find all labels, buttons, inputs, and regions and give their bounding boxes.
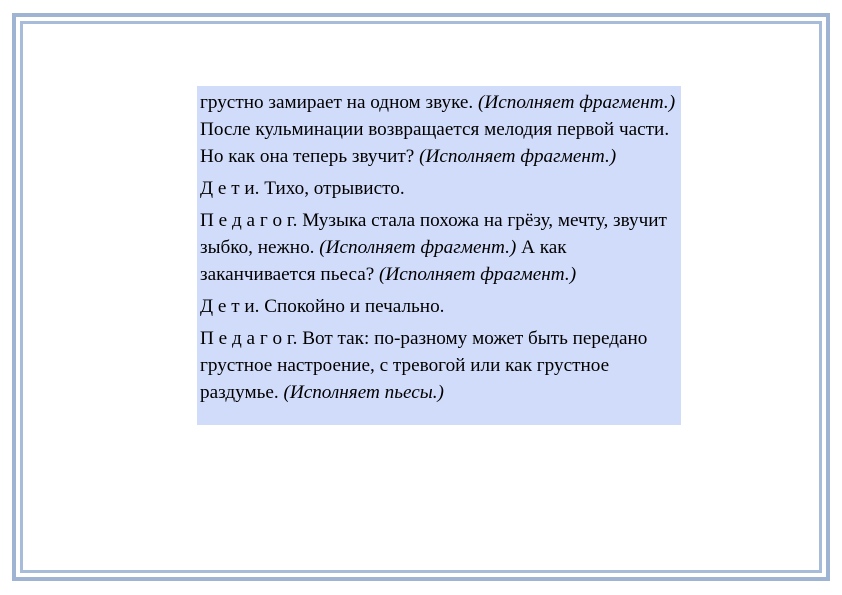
- paragraph-1-run-4: (Исполняет фрагмент.): [419, 146, 617, 167]
- paragraph-1-run-1: грустно замирает на одном звуке.: [200, 92, 479, 113]
- paragraph-5-run-1: П е д а г о г. Вот так: по-разному может быть передано грустное настроение, с тревогой или как грустное раздумье.: [200, 328, 648, 403]
- paragraph-2: [200, 175, 679, 202]
- paragraph-2-run-1: Д е т и. Тихо, отрывисто.: [200, 178, 405, 199]
- paragraph-5: [200, 325, 679, 406]
- paragraph-1-run-3: После кульминации возвращается мелодия первой части. Но как она теперь звучит?: [200, 119, 670, 167]
- paragraph-5-run-2: (Исполняет пьесы.): [283, 382, 444, 403]
- text-box: [197, 86, 681, 425]
- paragraph-4-run-1: Д е т и. Спокойно и печально.: [200, 296, 445, 317]
- paragraph-1-run-2: (Исполняет фрагмент.): [478, 92, 676, 113]
- paragraph-3: [200, 207, 679, 288]
- paragraph-3-run-4: (Исполняет фрагмент.): [379, 264, 577, 285]
- paragraph-3-run-2: (Исполняет фрагмент.): [319, 237, 517, 258]
- paragraph-3-run-3: А как заканчивается пьеса?: [200, 237, 567, 285]
- paragraph-4: [200, 293, 679, 320]
- paragraph-1: [200, 89, 679, 170]
- paragraph-3-run-1: П е д а г о г. Музыка стала похожа на грёзу, мечту, звучит зыбко, нежно.: [200, 210, 667, 258]
